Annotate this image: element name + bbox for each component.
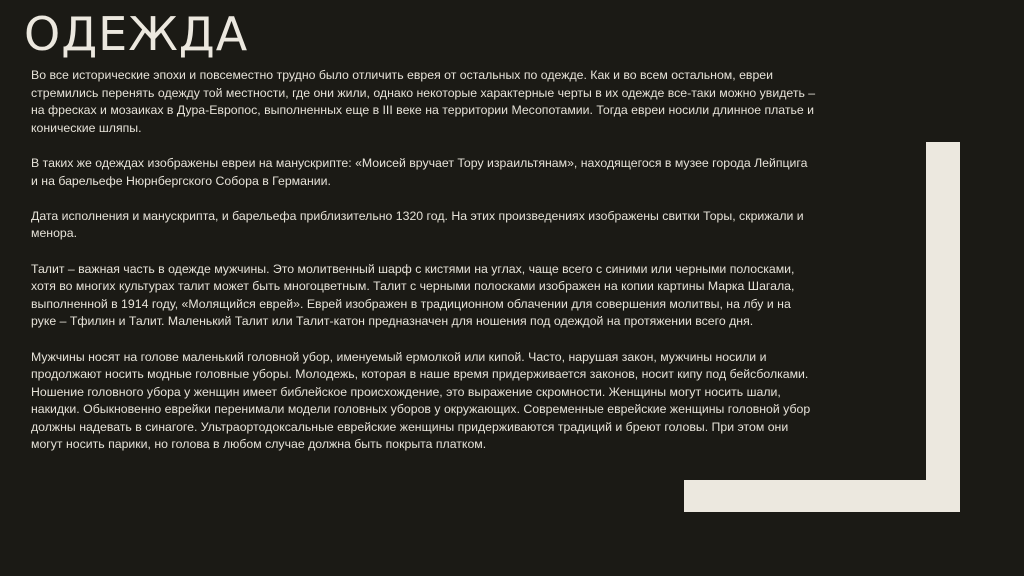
paragraph-talit: Талит – важная часть в одежде мужчины. Это молитвенный шарф с кистями на углах, чаще всего с синими или черными полосками, хотя во многих культурах талит может быть многоцветным. Талит с черными полосками изображен на копии картины Марка Шагала, выполненной в 1914 году, «Молящийся еврей». Еврей изображен в традиционном облачении для совершения молитвы, на лбу и на руке – Тфилин и Талит. Маленький Талит или Талит-катон предназначен для ношения под одеждой на протяжении всего дня. (31, 261, 795, 329)
slide-title: ОДЕЖДА (24, 7, 249, 61)
paragraph-manuscript: В таких же одеждах изображены евреи на манускрипте: «Моисей вручает Тору израильтянам», находящегося в музее города Лейпцига и на барельефе Нюрнбергского Собора в Германии. (31, 155, 808, 188)
slide-body (31, 67, 816, 472)
decorative-corner-vertical-bar (926, 142, 960, 512)
paragraph-ancient-clothing: Во все исторические эпохи и повсеместно трудно было отличить еврея от остальных по одежде. Как и во всем остальном, евреи стремились перенять одежду той местности, где они жили, однако некоторые характерные черты в их одежде все-таки можно увидеть – на фресках и мозаиках в Дура-Европос, выполненных еще в III веке на территории Месопотамии. Тогда евреи носили длинное платье и конические шляпы. (31, 68, 816, 135)
decorative-corner-horizontal-bar (684, 480, 960, 512)
paragraph-date: Дата исполнения и манускрипта, и барельефа приблизительно 1320 год. На этих произведениях изображены свитки Торы, скрижали и менора. (31, 208, 804, 241)
paragraph-headwear: Мужчины носят на голове маленький головной убор, именуемый ермолкой или кипой. Часто, нарушая закон, мужчины носили и продолжают носить модные головные уборы. Молодежь, которая в наше время придерживается законов, носит кипу под бейсболками. Ношение головного убора у женщин имеет библейское происхождение, это выражение скромности. Женщины могут носить шали, накидки. Обыкновенно еврейки перенимали модели головных уборов у окружающих. Современные еврейские женщины головной убор должны надевать в синагоге. Ультраортодоксальные еврейские женщины придерживаются традиций и бреют головы. При этом они могут носить парики, но голова в любом случае должна быть покрыта платком. (31, 349, 811, 452)
